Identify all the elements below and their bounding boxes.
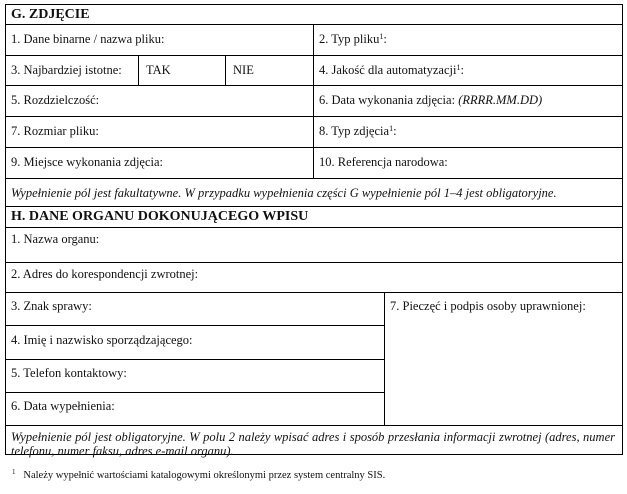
option-yes[interactable]: TAK xyxy=(146,63,171,77)
colon: : xyxy=(460,63,464,77)
footnote-marker: 1 xyxy=(12,468,16,476)
preparer-name-field[interactable]: 4. Imię i nazwisko sporządzającego: xyxy=(11,333,193,347)
colon: : xyxy=(393,124,397,138)
authority-name-field[interactable]: 1. Nazwa organu: xyxy=(11,232,100,246)
section-h-note: Wypełnienie pól jest obligatoryjne. W polu 2 należy wpisać adres i sposób przesłania informacji zwrotnej (adres, numer telefonu, numer faksu, adres e-mail organu). xyxy=(11,430,615,458)
footnote xyxy=(12,470,385,481)
photo-type-field[interactable] xyxy=(319,124,397,138)
resolution-field[interactable]: 5. Rozdzielczość: xyxy=(11,93,100,107)
file-type-field[interactable] xyxy=(319,32,387,46)
auto-quality-field[interactable] xyxy=(319,63,464,77)
contact-phone-field[interactable]: 5. Telefon kontaktowy: xyxy=(11,366,127,380)
option-no[interactable]: NIE xyxy=(233,63,254,77)
colon: : xyxy=(383,32,387,46)
fill-date-field[interactable]: 6. Data wypełnienia: xyxy=(11,399,115,413)
footnote-ref: 1 xyxy=(456,63,461,72)
auto-quality-label: 4. Jakość dla automatyzacji xyxy=(319,63,457,77)
section-h-title: H. DANE ORGANU DOKONUJĄCEGO WPISU xyxy=(11,209,309,224)
return-address-field[interactable]: 2. Adres do korespondencji zwrotnej: xyxy=(11,267,199,281)
section-g-title: G. ZDJĘCIE xyxy=(11,7,90,22)
capture-date-label: 6. Data wykonania zdjęcia: xyxy=(319,93,459,107)
footnote-text: Należy wypełnić wartościami katalogowymi określonymi przez system centralny SIS. xyxy=(23,470,386,481)
capture-date-format: (RRRR.MM.DD) xyxy=(458,93,543,107)
photo-type-label: 8. Typ zdjęcia xyxy=(319,124,390,138)
most-relevant-label: 3. Najbardziej istotne: xyxy=(11,63,122,77)
file-size-field[interactable]: 7. Rozmiar pliku: xyxy=(11,124,99,138)
capture-date-field[interactable] xyxy=(319,93,542,107)
national-reference-field[interactable]: 10. Referencja narodowa: xyxy=(319,155,448,169)
footnote-ref: 1 xyxy=(379,32,384,41)
stamp-signature-field[interactable]: 7. Pieczęć i podpis osoby uprawnionej: xyxy=(390,299,586,313)
capture-place-field[interactable]: 9. Miejsce wykonania zdjęcia: xyxy=(11,155,164,169)
section-g-note: Wypełnienie pól jest fakultatywne. W przypadku wypełnienia części G wypełnienie pól 1–4 jest obligatoryjne. xyxy=(11,186,557,200)
binary-data-field[interactable]: 1. Dane binarne / nazwa pliku: xyxy=(11,32,165,46)
case-ref-field[interactable]: 3. Znak sprawy: xyxy=(11,299,92,313)
footnote-ref: 1 xyxy=(389,124,394,133)
file-type-label: 2. Typ pliku xyxy=(319,32,380,46)
